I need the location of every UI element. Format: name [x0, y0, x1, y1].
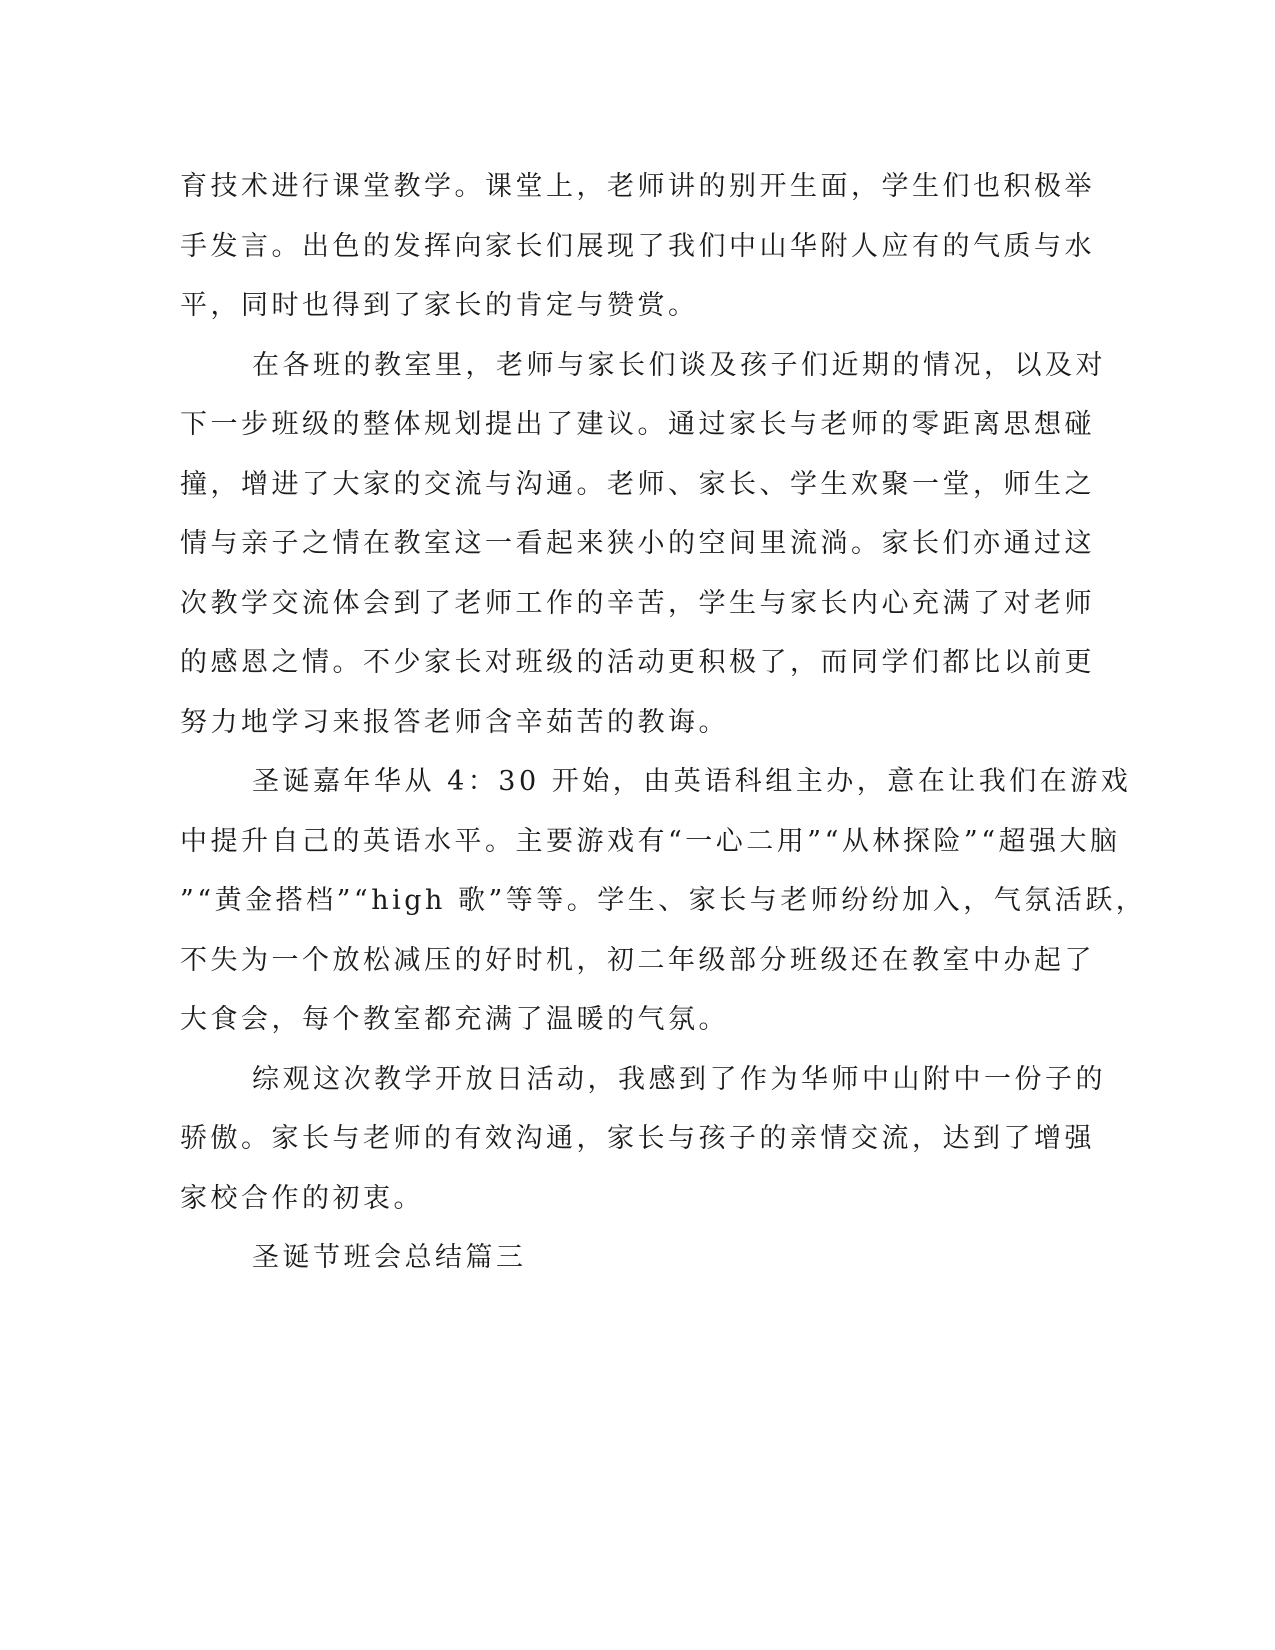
paragraph-1 — [180, 157, 1095, 336]
paragraph-line: 平，同时也得到了家长的肯定与赞赏。 — [180, 290, 699, 321]
paragraph-3 — [180, 752, 1147, 1050]
paragraph-line: 手发言。出色的发挥向家长们展现了我们中山华附人应有的气质与水 — [180, 230, 1095, 262]
paragraph-line: 下一步班级的整体规划提出了建议。通过家长与老师的零距离思想碰 — [180, 409, 1095, 440]
paragraph-2 — [180, 336, 1106, 753]
section-heading-text: 圣诞节班会总结篇三 — [252, 1242, 527, 1273]
document-body — [180, 157, 1147, 1288]
paragraph-line: 综观这次教学开放日活动，我感到了作为华师中山附中一份子的 — [252, 1063, 1106, 1095]
paragraph-line: 的感恩之情。不少家长对班级的活动更积极了，而同学们都比以前更 — [180, 647, 1095, 678]
paragraph-line: 情与亲子之情在教室这一看起来狭小的空间里流淌。家长们亦通过这 — [180, 528, 1095, 559]
paragraph-line: ”“黄金搭档”“high 歌”等等。学生、家长与老师纷纷加入，气氛活跃， — [180, 885, 1147, 916]
section-heading — [180, 1228, 1042, 1288]
paragraph-line: 育技术进行课堂教学。课堂上，老师讲的别开生面，学生们也积极举 — [180, 171, 1095, 202]
paragraph-line: 家校合作的初衷。 — [180, 1182, 424, 1214]
paragraph-line: 不失为一个放松减压的好时机，初二年级部分班级还在教室中办起了 — [180, 944, 1095, 976]
paragraph-line: 努力地学习来报答老师含辛茹苦的教诲。 — [180, 706, 729, 738]
paragraph-line: 次教学交流体会到了老师工作的辛苦，学生与家长内心充满了对老师 — [180, 587, 1095, 619]
paragraph-line: 中提升自己的英语水平。主要游戏有“一心二用”“从林探险”“超强大脑 — [180, 825, 1121, 857]
paragraph-line: 大食会，每个教室都充满了温暖的气氛。 — [180, 1004, 729, 1035]
paragraph-line: 撞，增进了大家的交流与沟通。老师、家长、学生欢聚一堂，师生之 — [180, 468, 1095, 500]
paragraph-line: 骄傲。家长与老师的有效沟通，家长与孩子的亲情交流，达到了增强 — [180, 1123, 1095, 1154]
paragraph-line: 圣诞嘉年华从 4：30 开始，由英语科组主办，意在让我们在游戏 — [252, 766, 1132, 797]
paragraph-line: 在各班的教室里，老师与家长们谈及孩子们近期的情况，以及对 — [252, 349, 1106, 381]
paragraph-4 — [180, 1050, 1106, 1229]
